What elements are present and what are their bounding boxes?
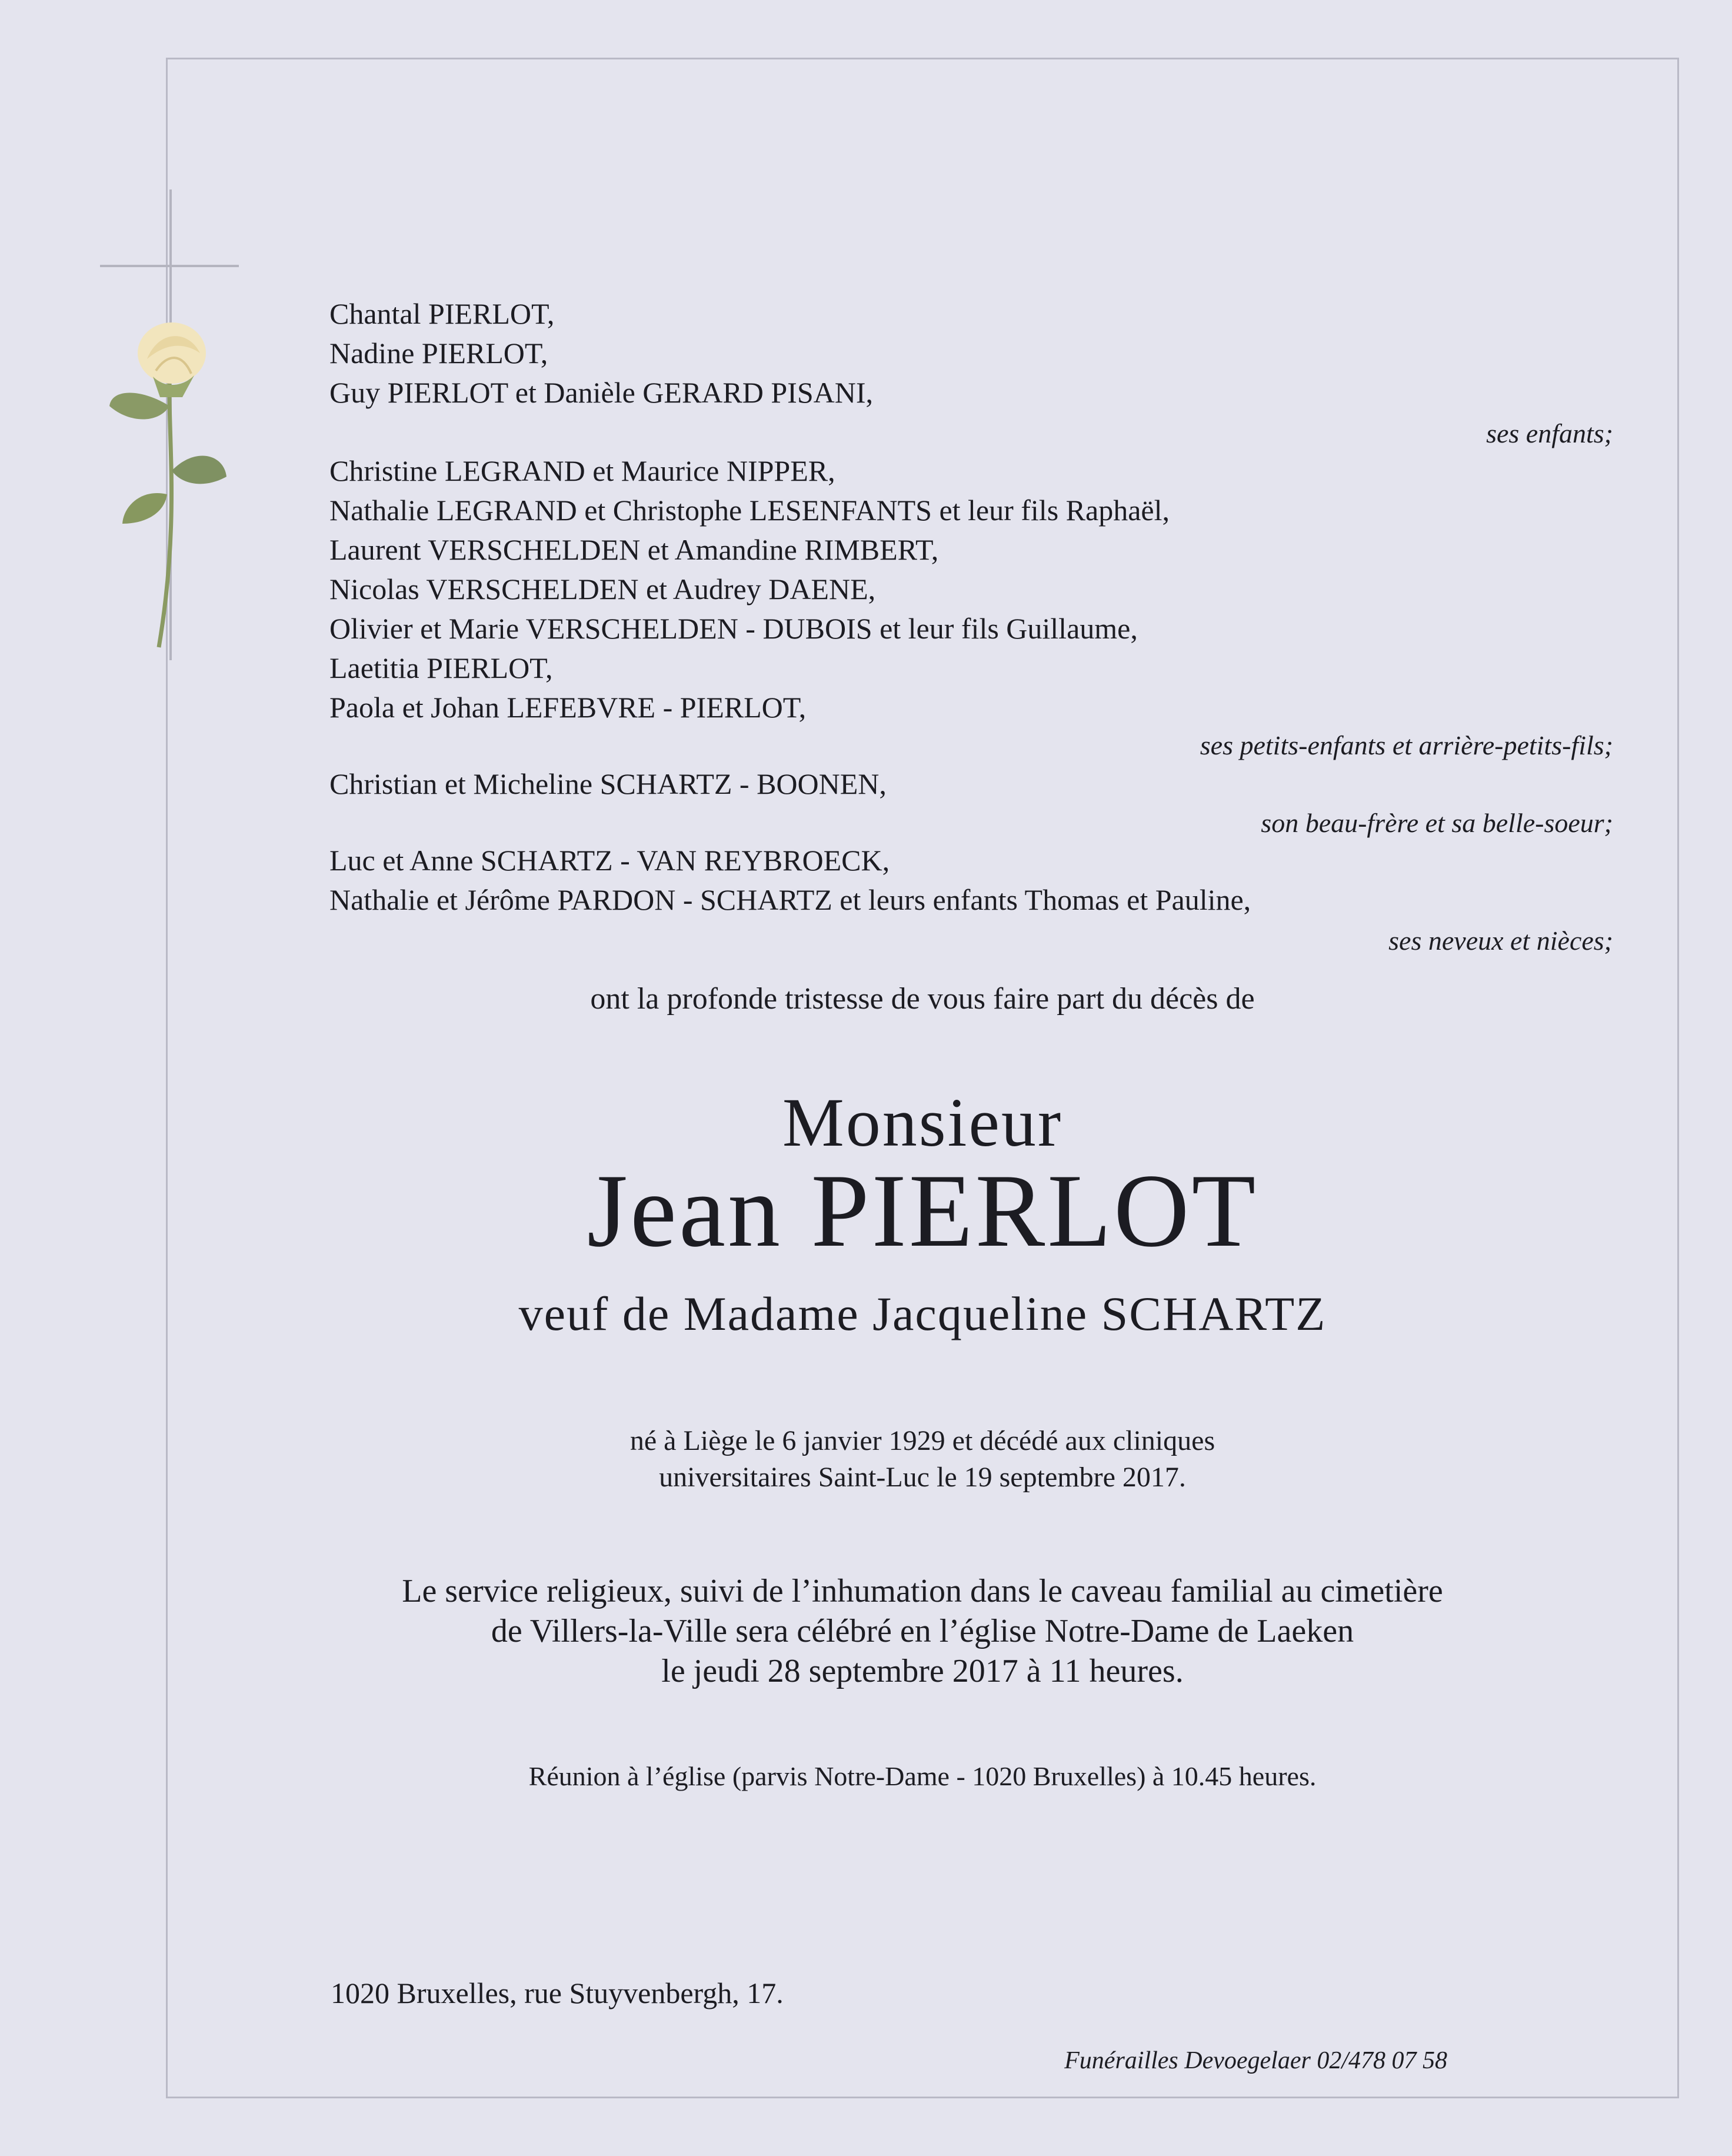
family-line: Laurent VERSCHELDEN et Amandine RIMBERT, [329, 533, 939, 566]
relation-label: son beau-frère et sa belle-soeur; [1261, 808, 1613, 838]
undertaker-credit: Funérailles Devoegelaer 02/478 07 58 [1064, 2047, 1447, 2074]
family-line: Nadine PIERLOT, [329, 337, 548, 370]
death-line: universitaires Saint-Luc le 19 septembre 2017. [659, 1462, 1186, 1493]
family-line: Nathalie LEGRAND et Christophe LESENFANTS et leur fils Raphaël, [329, 494, 1170, 527]
meeting-info: Réunion à l’église (parvis Notre-Dame - 1020 Bruxelles) à 10.45 heures. [528, 1761, 1317, 1791]
family-line: Christine LEGRAND et Maurice NIPPER, [329, 454, 835, 487]
family-address: 1020 Bruxelles, rue Stuyvenbergh, 17. [331, 1977, 784, 2009]
deceased-title: Monsieur [782, 1084, 1063, 1161]
cross-horizontal-bar [100, 265, 239, 267]
family-line: Chantal PIERLOT, [329, 297, 555, 330]
family-line: Nathalie et Jérôme PARDON - SCHARTZ et leurs enfants Thomas et Pauline, [329, 883, 1251, 916]
announcement-intro: ont la profonde tristesse de vous faire part du décès de [590, 982, 1255, 1016]
relation-label: ses neveux et nièces; [1388, 926, 1613, 956]
relation-label: ses enfants; [1486, 418, 1613, 448]
family-line: Luc et Anne SCHARTZ - VAN REYBROECK, [329, 844, 890, 877]
family-line: Christian et Micheline SCHARTZ - BOONEN, [329, 767, 887, 800]
service-line: Le service religieux, suivi de l’inhumation dans le caveau familial au cimetière [402, 1573, 1443, 1609]
family-line: Olivier et Marie VERSCHELDEN - DUBOIS et leur fils Guillaume, [329, 612, 1138, 645]
widow-of-line: veuf de Madame Jacqueline SCHARTZ [518, 1287, 1327, 1340]
service-line: le jeudi 28 septembre 2017 à 11 heures. [661, 1653, 1184, 1689]
family-line: Laetitia PIERLOT, [329, 651, 553, 684]
service-line: de Villers-la-Ville sera célébré en l’église Notre-Dame de Laeken [491, 1613, 1354, 1649]
birth-line: né à Liège le 6 janvier 1929 et décédé aux cliniques [629, 1425, 1215, 1456]
rose-icon [106, 318, 235, 659]
birth-death-details [166, 1423, 1679, 1496]
service-details [166, 1571, 1679, 1691]
relation-label: ses petits-enfants et arrière-petits-fils; [1200, 730, 1613, 760]
family-line: Nicolas VERSCHELDEN et Audrey DAENE, [329, 573, 876, 605]
family-line: Guy PIERLOT et Danièle GERARD PISANI, [329, 376, 873, 409]
deceased-name: Jean PIERLOT [587, 1152, 1258, 1269]
family-line: Paola et Johan LEFEBVRE - PIERLOT, [329, 691, 807, 724]
